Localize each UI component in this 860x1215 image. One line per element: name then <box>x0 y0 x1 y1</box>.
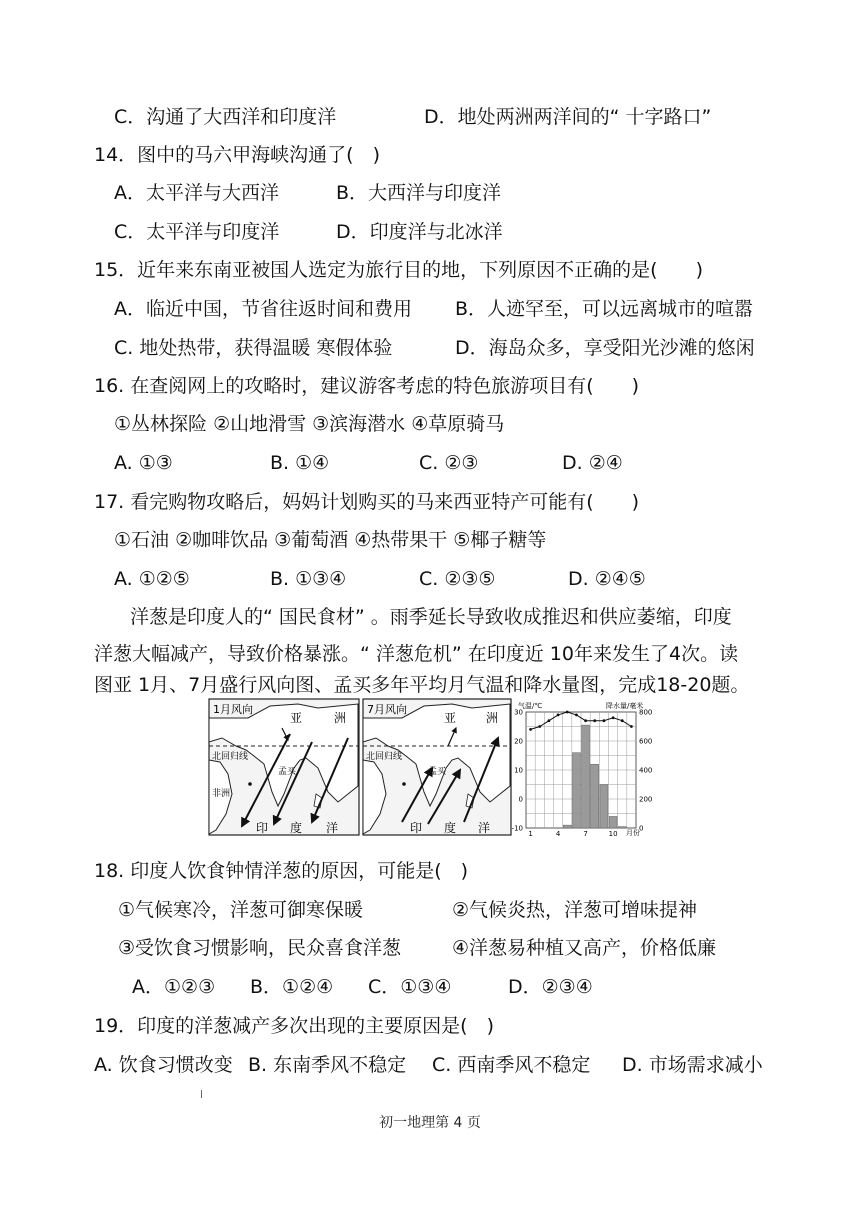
temperature-point <box>566 711 569 714</box>
temperature-point <box>603 719 606 722</box>
map2-label-tropic: 北回归线 <box>366 752 403 762</box>
temp-tick-label: 20 <box>514 737 523 746</box>
temperature-point <box>548 719 551 722</box>
month-tick-label: 7 <box>583 830 588 838</box>
temperature-point <box>538 725 541 728</box>
q14-option-d: D．印度洋与北冰洋 <box>336 221 503 243</box>
q14-option-c: C．太平洋与印度洋 <box>114 221 280 243</box>
q17-stem: 17. 看完购物攻略后，妈妈计划购买的马来西亚特产可能有( ) <box>94 491 640 513</box>
map2-label-yang: 洋 <box>478 821 491 835</box>
temperature-point <box>575 714 578 717</box>
passage-line-2: 洋葱大幅减产，导致价格暴涨。“ 洋葱危机” 在印度近 10年来发生了4次。读 <box>94 643 739 665</box>
q18-option-c: C．①③④ <box>368 976 452 998</box>
map1-label-zhou: 洲 <box>334 711 347 725</box>
q17-items: ①石油 ②咖啡饮品 ③葡萄酒 ④热带果干 ⑤椰子糖等 <box>114 529 547 551</box>
map1-label-yang: 洋 <box>326 821 339 835</box>
july-wind-map <box>363 699 511 835</box>
precipitation-bar <box>600 785 608 829</box>
q16-stem: 16. 在查阅网上的攻略时，建议游客考虑的特色旅游项目有( ) <box>94 375 640 397</box>
precipitation-bar <box>582 725 590 828</box>
q16-option-c: C. ②③ <box>419 452 479 474</box>
q18-item-4: ④洋葱易种植又高产，价格低廉 <box>452 937 717 959</box>
map2-label-zhou: 洲 <box>486 711 499 725</box>
q18-option-b: B．①②④ <box>250 976 334 998</box>
q18-option-d: D．②③④ <box>508 976 593 998</box>
temperature-point <box>621 719 624 722</box>
q14-stem: 14．图中的马六甲海峡沟通了( ) <box>94 144 381 166</box>
q19-stem: 19．印度的洋葱减产多次出现的主要原因是( ) <box>94 1015 495 1037</box>
temperature-point <box>630 725 633 728</box>
q16-option-d: D. ②④ <box>562 452 623 474</box>
precipitation-bar <box>572 753 580 828</box>
passage-line-1: 洋葱是印度人的“ 国民食材” 。雨季延长导致收成推迟和供应萎缩，印度 <box>130 606 732 628</box>
map1-island-dot <box>248 782 252 786</box>
temp-tick-label: -10 <box>511 824 523 833</box>
january-wind-map <box>209 699 359 835</box>
temperature-point <box>593 719 596 722</box>
q19-option-b: B. 东南季风不稳定 <box>248 1054 407 1076</box>
q13-option-c: C．沟通了大西洋和印度洋 <box>114 106 337 128</box>
temperature-point <box>529 728 532 731</box>
q17-option-c: C. ②③⑤ <box>419 568 496 590</box>
month-tick-label: 10 <box>608 830 618 838</box>
q14-option-a: A．太平洋与大西洋 <box>114 182 279 204</box>
page-mark <box>201 1090 202 1098</box>
climate-grid <box>526 712 636 828</box>
map1-label-mumbai: 孟买 <box>278 767 297 777</box>
passage-line-3: 图亚 1月、7月盛行风向图、孟买多年平均月气温和降水量图，完成18-20题。 <box>94 674 750 696</box>
climate-temp-unit: 气温/℃ <box>518 702 543 710</box>
q18-item-3: ③受饮食习惯影响，民众喜食洋葱 <box>118 937 402 959</box>
precipitation-bar <box>618 827 626 828</box>
q18-option-a: A．①②③ <box>132 976 216 998</box>
q19-option-a: A. 饮食习惯改变 <box>94 1054 233 1076</box>
map2-label-du: 度 <box>444 821 457 835</box>
q15-option-a: A．临近中国，节省往返时间和费用 <box>114 298 412 320</box>
temperature-point <box>584 719 587 722</box>
precip-tick-label: 800 <box>639 708 653 717</box>
month-tick-label: 1 <box>528 830 533 838</box>
precip-tick-label: 600 <box>639 737 653 746</box>
q18-stem: 18. 印度人饮食钟情洋葱的原因，可能是( ) <box>94 860 469 882</box>
q18-item-2: ②气候炎热，洋葱可增味提神 <box>452 899 698 921</box>
map1-label-africa: 非洲 <box>212 789 231 799</box>
temp-tick-label: 0 <box>518 795 523 804</box>
mumbai-climate-chart <box>512 701 653 838</box>
temperature-point <box>612 716 615 719</box>
temperature-point <box>557 714 560 717</box>
map2-island-dot <box>402 782 406 786</box>
map1-label-yin: 印 <box>256 821 269 835</box>
precipitation-bar <box>563 825 571 828</box>
climate-precip-unit: 降水量/毫米 <box>606 702 644 710</box>
monsoon-climate-figure <box>208 698 658 838</box>
q15-option-c: C. 地处热带，获得温暖 寒假体验 <box>114 337 393 359</box>
precip-tick-label: 400 <box>639 766 653 775</box>
q15-stem: 15．近年来东南亚被国人选定为旅行目的地，下列原因不正确的是( ) <box>94 259 704 281</box>
climate-month-unit: 月份 <box>626 829 640 837</box>
q15-option-b: B．人迹罕至，可以远离城市的喧嚣 <box>455 298 754 320</box>
map1-label-tropic: 北回归线 <box>212 752 249 762</box>
map2-label-mumbai: 孟买 <box>428 767 447 777</box>
q17-option-d: D. ②④⑤ <box>568 568 646 590</box>
q16-option-a: A. ①③ <box>114 452 173 474</box>
map2-title: 7月风向 <box>367 703 407 716</box>
q17-option-a: A. ①②⑤ <box>114 568 190 590</box>
q16-items: ①丛林探险 ②山地滑雪 ③滨海潜水 ④草原骑马 <box>114 413 505 435</box>
temp-tick-label: 10 <box>514 766 523 775</box>
q17-option-b: B. ①③④ <box>270 568 347 590</box>
map1-label-du: 度 <box>290 821 303 835</box>
precip-tick-label: 0 <box>639 824 644 833</box>
precip-tick-label: 200 <box>639 795 653 804</box>
precipitation-bar <box>591 764 599 828</box>
q15-option-d: D．海岛众多，享受阳光沙滩的悠闲 <box>455 337 755 359</box>
q19-option-c: C. 西南季风不稳定 <box>432 1054 591 1076</box>
precipitation-bar <box>609 816 617 828</box>
q14-option-b: B．大西洋与印度洋 <box>336 182 502 204</box>
q13-option-d: D．地处两洲两洋间的“ 十字路口” <box>424 106 712 128</box>
map1-title: 1月风向 <box>213 703 253 716</box>
q18-item-1: ①气候寒冷，洋葱可御寒保暖 <box>118 899 364 921</box>
q16-option-b: B. ①④ <box>270 452 330 474</box>
page-footer: 初一地理第 4 页 <box>379 1115 481 1131</box>
temp-tick-label: 30 <box>514 708 523 717</box>
month-tick-label: 4 <box>555 830 561 838</box>
map2-label-yin: 印 <box>410 821 423 835</box>
q19-option-d: D. 市场需求减小 <box>622 1054 763 1076</box>
map1-label-ya: 亚 <box>290 711 303 725</box>
map2-label-ya: 亚 <box>444 711 457 725</box>
figure-svg <box>208 698 658 838</box>
